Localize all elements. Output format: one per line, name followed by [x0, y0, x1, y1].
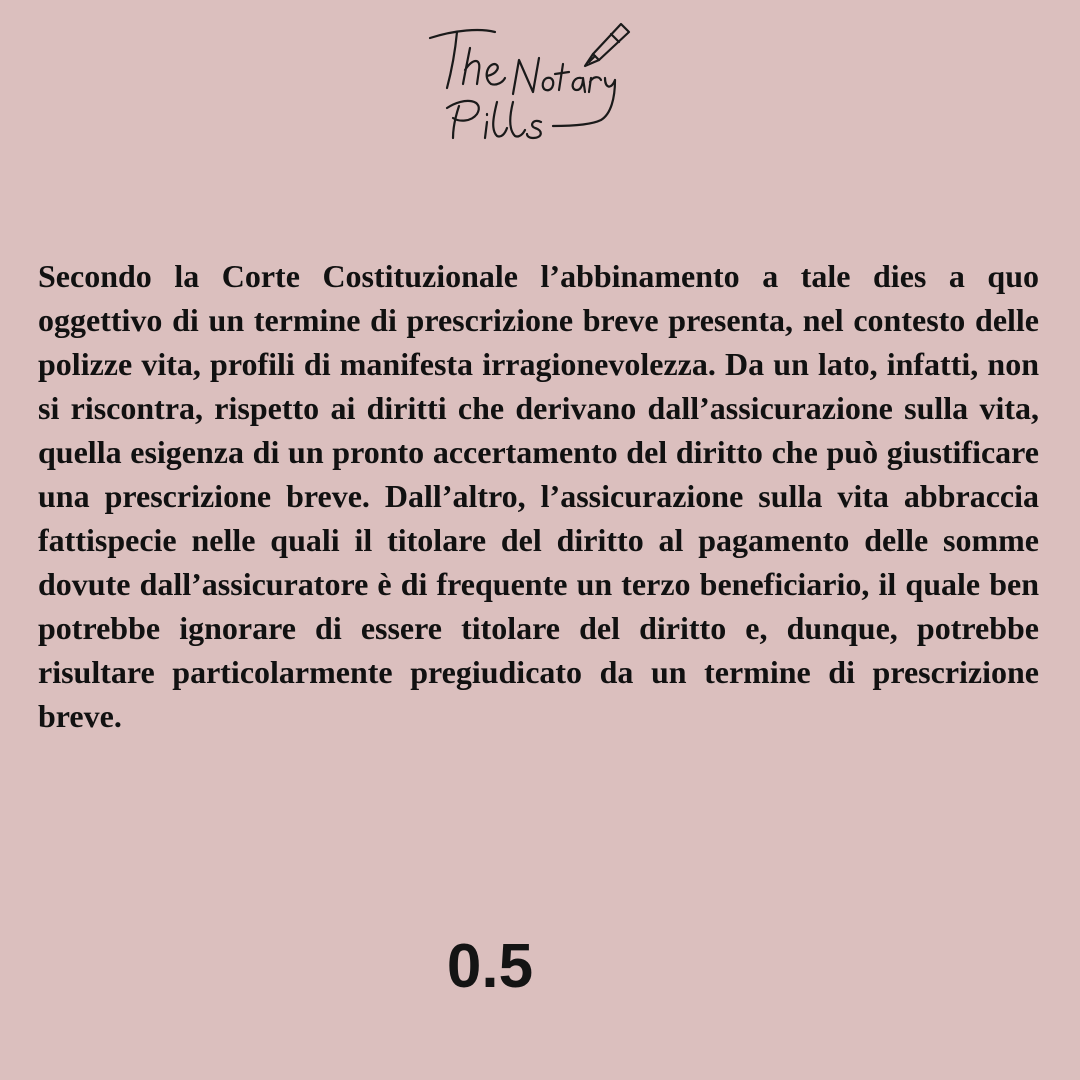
brand-logo: [425, 18, 635, 146]
page-number: 0.5: [446, 932, 534, 1001]
body-paragraph: Secondo la Corte Costituzionale l’abbinamento a tale dies a quo oggettivo di un termine di prescrizione breve presenta, nel contesto delle polizze vita, profili di manifesta irragionevolezza. Da un lato, infatti, non si riscontra, rispetto ai diritti che derivano dall’assicurazione sulla vita, quella esigenza di un pronto accertamento del diritto che può giustificare una prescrizione breve. Dall’altro, l’assicurazione sulla vita abbraccia fattispecie nelle quali il titolare del diritto al pagamento delle somme dovute dall’assicuratore è di frequente un terzo beneficiario, il quale ben potrebbe ignorare di essere titolare del diritto e, dunque, potrebbe risultare particolarmente pregiudicato da un termine di prescrizione breve.: [38, 258, 1039, 734]
